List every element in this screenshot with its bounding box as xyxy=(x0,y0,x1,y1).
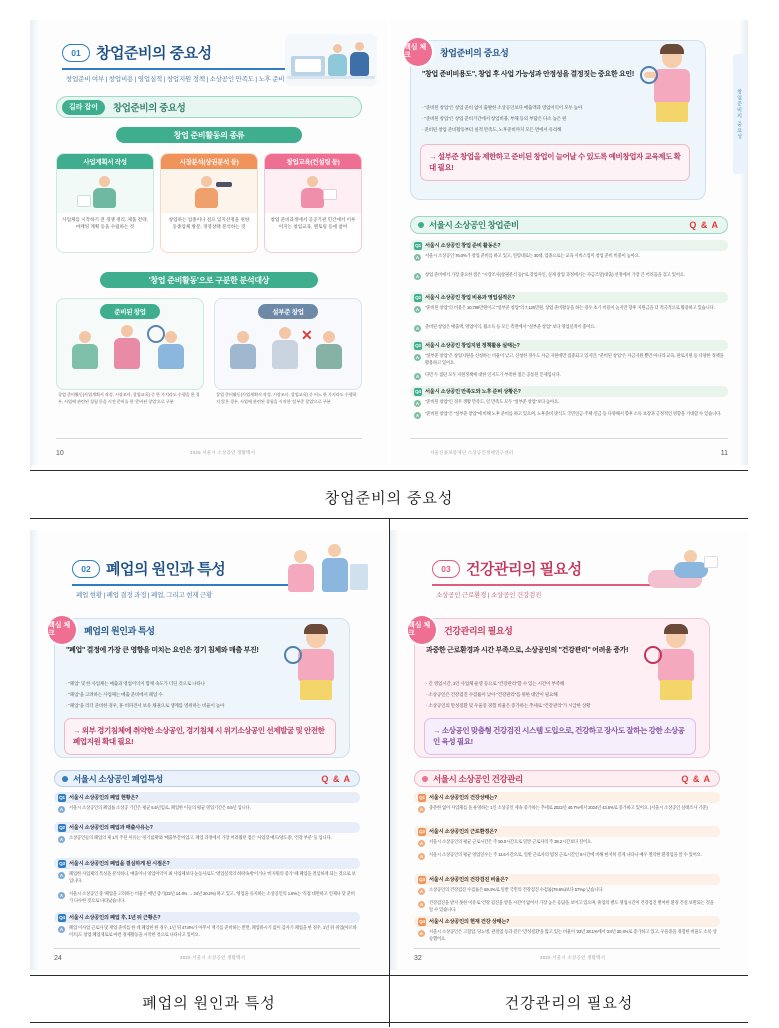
panel-title: 설부준 창업 xyxy=(258,304,318,319)
qa-question-row xyxy=(414,826,720,837)
panel-illustration: ✕ xyxy=(215,319,361,379)
question-text: 서울시 소상공인의 폐업 현황은? xyxy=(69,795,139,801)
guide-pill: 길라 잡이 xyxy=(62,100,105,115)
qa-question-row xyxy=(54,792,360,803)
page-number: 32 xyxy=(414,955,422,962)
card-startup-education xyxy=(264,153,362,253)
panel-note-prepared: 창업 준비활동(사업계획서 작성, 시장조사, 창업교육) 중 한 가지라도 수행을 한 경우, 사업에 관련된 경험 등을 시전 준비를 한 '준비된 창업'으로 구분 xyxy=(58,392,200,404)
footer-rule xyxy=(414,948,720,949)
guide-band xyxy=(56,96,362,118)
answer-text: 서울시 소상공인의 평균 영업일수는 주 11.6시간으로, 일반 근로자의 법정 근로시간인 8시간에 비해 현저히 길게 나타나 매우 열악한 환경임을 알 수 있어요. xyxy=(429,852,702,857)
section-subtitle: 창업준비 여부 | 창업비용 | 영업실적 | 창업지원 정책 | 소상공인 만족도 | 노후 준비 xyxy=(66,76,285,83)
qa-header xyxy=(54,770,360,787)
question-text: 서울시 소상공인 창업 준비 활동은? xyxy=(425,243,501,249)
card-illustration xyxy=(265,169,361,213)
footer-rule xyxy=(56,438,362,439)
answer-badge: A xyxy=(415,401,420,406)
qa-header xyxy=(414,770,720,787)
caption-figure-2: 폐업의 원인과 특성 xyxy=(142,996,276,1012)
question-badge: Q1 xyxy=(59,795,65,800)
key-callout: → 설부준 창업을 제한하고 준비된 창업이 늘어날 수 있도록 예비창업자 교육제도 확대 필요! xyxy=(420,144,690,181)
qa-question-row xyxy=(54,858,360,869)
divider-vertical-caption xyxy=(389,975,390,1027)
question-text: 서울시 소상공인의 건강검진 비율은? xyxy=(429,877,508,883)
question-badge: Q2 xyxy=(419,829,425,834)
answer-text: 소상공인들의 폐업의 제 1의 주된 이유는 '경기침체'와 '매출부진'이었고, 폐업 과정에서 가장 어려웠던 점은 '사업장 매도/양도중', '건강 부분' 등 입니다. xyxy=(69,835,332,840)
section-header-02 xyxy=(72,558,225,579)
qa-badge: Q & A xyxy=(689,220,719,230)
answer-badge: A xyxy=(419,889,424,894)
card-body: 사업체를 시작하기 전 경쟁 정리, 제품 전략, 마케팅 계획 등을 수립하는 것 xyxy=(62,217,148,229)
section-number: 03 xyxy=(432,560,460,578)
answer-text: 서울시 소상공인은 고혈압, 당뇨병, 관절염 등과 같은 '만성질환'을 앓고 있는 비율이 '23년 28.1%에서 '24년 30.4%로 증가하고 있고, 우울증을 경험한 비율도 소폭 상승했어요. xyxy=(429,929,717,941)
question-badge: Q3 xyxy=(415,343,421,348)
answer-badge: A xyxy=(419,841,424,846)
key-badge xyxy=(404,38,432,66)
question-text: 서울시 소상공인의 폐업을 결심하게 된 시점은? xyxy=(69,861,170,867)
key-lead: 과중한 근로환경과 시간 부족으로, 소상공인의 "건강관리" 어려움 증가! xyxy=(426,647,629,654)
answer-text: 다만 두 집단 모두 지원정책에 대한 인지도가 부족한 점은 공통된 문제입니다. xyxy=(425,372,561,377)
answer-text: 충분한 없이 사업체를 돌 운영하는 1인 소상공인 제속 증가하는 추세로 2022년 40.7%에서 2024년 43.6%로 증가하고 있어요. (서울시 소상공인 실태조사 기준) xyxy=(429,805,708,810)
section-number: 02 xyxy=(72,560,100,578)
key-badge-text: 핵심 체크 xyxy=(408,622,431,637)
answer-badge: A xyxy=(415,274,420,279)
section-rule xyxy=(432,584,662,586)
question-text: 서울시 소상공인의 폐업 후, 1년 뒤 근황은? xyxy=(69,915,161,921)
qa-question-row xyxy=(410,386,728,397)
key-bullet-2: · 소상공인은 건강검진 수검률이 낮아 "건강관리"를 위한 대안이 필요해 xyxy=(426,692,558,697)
subband-activity-types: 창업 준비활동의 종류 xyxy=(116,127,302,143)
answer-badge: A xyxy=(415,255,420,260)
answer-text: "준비된 창업"의 비용은 10,789만원이고 "설부준 창업"의 7,120만원. 창업 준비활동을 하는 경우 초기 비용이 높지만 향후 지원금을 더 적극적으로 활용하고 있습니다. xyxy=(425,305,715,310)
illustration-office-scene xyxy=(285,34,377,86)
answer-text: 서울시 소상공인의 평균 근로시간은 주 50.0시간으로 일반 근로자의 주 38.2시간보다 길어요. xyxy=(429,839,593,844)
key-bullet-3: · "폐업"을 리더 준비한 경우, 휴·비파견서 보유 채권으로 생계를 영위하는 비율이 높아 xyxy=(66,703,225,708)
card-title: 시장분석(상권분석 등) xyxy=(161,154,257,169)
answer-badge: A xyxy=(419,931,424,936)
question-badge: Q4 xyxy=(419,919,425,924)
question-text: 서울시 소상공인의 현재 건강 상태는? xyxy=(429,919,510,925)
page-10 xyxy=(30,20,388,465)
card-business-plan xyxy=(56,153,154,253)
page-number: 10 xyxy=(56,450,64,457)
panel-illustration xyxy=(57,319,203,379)
answer-badge: A xyxy=(59,927,64,932)
page-number: 11 xyxy=(720,450,728,457)
answer-text: "준비된 창업"은 "설부준 창업"에 비해 노후 준비를 하고 있으며, 노후준비 방식도 국민연금·주택·연금 등 다양해서 향후 소득 보장과 긍정적인 영향을 기대할 수 있습니다. xyxy=(425,411,722,416)
qa-question-row xyxy=(414,792,720,803)
qa-header xyxy=(410,216,728,234)
caption-figure-3: 건강관리의 필요성 xyxy=(504,996,634,1012)
answer-text: "설부준 창업"은 창업지원을 신청하는 비율이 낮고, 신청한 경우도 자금 지원에만 집중되고 있지만, "준비된 창업"은 자금지원 뿐만 아니라 교육, 판로지원 등 다양한 정책을 활용하고 있어요. xyxy=(425,353,724,365)
question-badge: Q4 xyxy=(415,389,421,394)
question-text: 서울시 소상공인 만족도와 노후 준비 상황은? xyxy=(425,389,521,395)
key-bullet-1: · "폐업" 및 한 사업체는 매출과 영업이익이 함께 속도가 더딘 것으로 나타나 xyxy=(66,681,205,686)
answer-badge: A xyxy=(419,902,424,907)
key-bullet-3: · 소상공인의 만성질환 및 우울증 경험 비율은 증가하는 추세로 "건강관리"가 시급한 상황 xyxy=(426,703,591,708)
answer-badge: A xyxy=(59,837,64,842)
answer-text: 서울시 소상공인 중 '폐업을 고려하는 비율은 매년 증가(22년 14.4% → 24년 20.2%) 하고 있고, '영업을 유지하는 소상공인의 1.6%는 '직접 대면하고 언제나 닫 준비가 다수한 것으로 나타났습니다. xyxy=(69,891,355,903)
page-edge-left xyxy=(30,20,40,465)
question-badge: Q2 xyxy=(59,825,65,830)
question-badge: Q4 xyxy=(59,915,65,920)
qa-question-row xyxy=(414,874,720,885)
figure-spread-1 xyxy=(30,20,748,465)
answer-badge: A xyxy=(415,326,420,331)
page-edge-left xyxy=(390,530,400,970)
bullet-dot-icon xyxy=(62,776,68,782)
qa-title: 서울시 소상공인 건강관리 xyxy=(433,773,523,784)
card-body: 창업하는 업종이나 점포 입지선정을 위한 동종업체 방문, 경영상태 분석하는 것 xyxy=(168,217,250,229)
key-title: 창업준비의 중요성 xyxy=(440,48,509,58)
card-title: 창업교육(컨설팅 등) xyxy=(265,154,361,169)
question-text: 서울시 소상공인의 건강상태는? xyxy=(429,795,497,801)
key-badge xyxy=(408,616,436,644)
key-callout: → 소상공인 맞춤형 건강검진 시스템 도입으로, 건강하고 장사도 잘하는 강한 소상공인 육성 필요! xyxy=(424,718,696,755)
section-number: 01 xyxy=(62,44,90,62)
question-badge: Q1 xyxy=(415,243,421,248)
answer-badge: A xyxy=(415,355,420,360)
qa-title: 서울시 소상공인 창업준비 xyxy=(429,220,519,230)
key-badge-text: 핵심 체크 xyxy=(404,44,427,59)
qa-question-row xyxy=(54,822,360,833)
key-lead: "폐업" 결정에 가장 큰 영향을 미치는 요인은 경기 침체와 매출 부진! xyxy=(66,647,259,654)
illustration-health-scene xyxy=(638,538,732,598)
caption-figure-1: 창업준비의 중요성 xyxy=(324,491,454,507)
bullet-dot-icon xyxy=(422,776,428,782)
footer-rule xyxy=(54,948,360,949)
figure-spread-2-left xyxy=(30,530,388,970)
answer-text: 서울시 소상공인의 폐업률 소상공 기간은 평균 5.5년임로, 폐업한 이들의 평균 영업기간은 9.5년 입니다. xyxy=(69,805,251,810)
answer-text: 소상공인의 건강검진 수검률은 69.4%로 일반 국민의 건강검진 수검률(79.6%)보다 57%p 낮습니다. xyxy=(429,887,604,892)
qa-question-row xyxy=(410,240,728,251)
qa-badge: Q & A xyxy=(321,773,351,784)
page-number: 24 xyxy=(54,955,62,962)
section-subtitle: 소상공인 근로환경 | 소상공인 건강검진 xyxy=(436,592,542,599)
page-24 xyxy=(30,530,388,970)
qa-title: 서울시 소상공인 폐업특성 xyxy=(73,773,163,784)
key-badge xyxy=(48,616,76,644)
page-32 xyxy=(390,530,748,970)
question-text: 서울시 소상공인 창업 비용과 영업실적은? xyxy=(425,295,515,301)
section-rule xyxy=(62,68,292,70)
illustration-closure-scene xyxy=(278,538,372,598)
section-header-01 xyxy=(62,42,212,63)
key-bullet-1: · "준비된 창업"은 창업 준비 없이 출발한 소상공인보다 매출액과 영업이익이 모두 높아 xyxy=(422,105,583,110)
qa-question-row xyxy=(410,340,728,351)
answer-text: 폐업한 사업체의 특성을 분석하니, 매출이나 영업이익이 최 사업체보다 눈동사로도 '영업실적의 하락속세'이거나 '비지워의 증가' 때 폐업을 결심하게 되는 것으로 보입니다. xyxy=(69,871,356,883)
bullet-dot-icon xyxy=(418,222,424,228)
key-lead: "창업 준비비용도", 창업 후 사업 가능성과 안정성을 결정짓는 중요한 요인! xyxy=(422,71,634,78)
card-body: 창업 준비과정에서 공공기관 민간에서 이루어지는 창업교육, 멘토링 등에 참여 xyxy=(270,217,356,229)
key-bullet-2: · "폐업"을 고려하는 사업체는 매출 준비에서 폐업 수 xyxy=(66,692,163,697)
card-illustration xyxy=(161,169,257,213)
section-title: 건강관리의 필요성 xyxy=(466,561,582,578)
question-text: 서울시 소상공인 창업지원 정책활용 실태는? xyxy=(425,343,520,349)
subband-analysis-target: '창업 준비활동'으로 구분한 분석대상 xyxy=(100,272,318,288)
question-text: 서울시 소상공인의 근로환경은? xyxy=(429,829,497,835)
qa-question-row xyxy=(410,292,728,303)
page-11 xyxy=(390,20,748,465)
question-text: 서울시 소상공인의 폐업과 매출사유는? xyxy=(69,825,153,831)
key-title: 폐업의 원인과 특성 xyxy=(84,626,155,636)
illustration-character-pink xyxy=(284,622,350,714)
question-badge: Q2 xyxy=(415,295,421,300)
page-footer: 2025 서울시 소상공인 생활백서 xyxy=(180,955,246,960)
side-tab-label: 창업준비의 중요성 xyxy=(733,54,746,174)
illustration-character-pink xyxy=(640,42,706,138)
page-footer: 서울신용보증재단 소상공인정책연구센터 xyxy=(430,450,514,455)
question-badge: Q3 xyxy=(59,861,65,866)
answer-text: 서울시 소상공인 76.0%가 창업 준비를 하고 있고, 연령대로는 30대, 업종으로는 교육 서비스업이 창업 준비 비중이 높아요. xyxy=(425,253,640,258)
page-edge-left xyxy=(30,530,40,970)
divider-vertical xyxy=(389,518,390,975)
panel-unprepared-startup xyxy=(214,298,362,390)
answer-badge: A xyxy=(59,873,64,878)
illustration-character-pink xyxy=(644,622,710,714)
key-bullet-3: · 준비된 창업 준비활동부터 실적 만족도, 노후준비까지 모든 면에서 유리해 xyxy=(422,127,562,132)
answer-badge: A xyxy=(415,307,420,312)
panel-note-unprepared: 창업 준비활동(사업계획서 작성, 시장조사, 창업교육) 중 어느 한 가지라도 수행하지 않은 경우, 사업에 관련된 경험을 시작한 '설부준 창업'으로 구분 xyxy=(216,392,357,404)
answer-badge: A xyxy=(415,413,420,418)
figure-spread-2-right xyxy=(390,530,748,970)
key-title: 건강관리의 필요성 xyxy=(444,626,513,636)
section-title: 창업준비의 중요성 xyxy=(96,45,212,62)
section-title: 폐업의 원인과 특성 xyxy=(106,561,226,578)
qa-question-row xyxy=(54,912,360,923)
answer-badge: A xyxy=(415,374,420,379)
key-bullet-2: · "준비된 창업"은 창업 준비기간에서 창업비용, 부채 등의 부담은 다소 높은 편 xyxy=(422,116,567,121)
key-callout: → 외부 경기침체에 취약한 소상공인, 경기침체 시 위기소상공인 선제발굴 및 안전한 폐업지원 확대 필요! xyxy=(64,718,336,755)
answer-text: "준비된 창업"인 경우 생활 만족도, 일 만족도 모두 "설부준 창업"보다 높아요. xyxy=(425,399,560,404)
answer-text: 건강검진을 받지 못한 이유로 '건강 검진을 받을 시간이 없어서 가장 높은 응답을 보이고 있으며, 휴업의 별도 영업시간이 건강검진 별여한 환경 건설 보완되는 것을 알 수 있습니다. xyxy=(429,900,714,912)
answer-text: 창업 준비에서 가장 중요한 점은 "시장조사(상권분석 등)"로 장업자인, 실제 창업 과정에서는 자금조달(대출) 선정에서 가장 큰 어려움을 겪고 있어요. xyxy=(425,272,685,277)
answer-text: 폐업 이사업 근로자 및 재업 준비를 한 데 폐업한 한 경우, 1년 뒤 47.8%가 아무서 재기를 준비하는 반면, 폐업하시기 없이 갑자기 폐업을 한 경우, 1년 뒤 취업(아르바이트)도 창업 폐업제로로 마련 경제활동을 시작한 것으로 나타나고 있어요. xyxy=(69,925,357,937)
qa-badge: Q & A xyxy=(681,773,711,784)
footer-rule xyxy=(410,438,728,439)
key-bullet-1: · 긴 영업시간, 1인 사업체 운영 등으로 "건강관리"할 수 있는 시간이 부족해 xyxy=(426,681,565,686)
card-market-analysis xyxy=(160,153,258,253)
question-badge: Q1 xyxy=(419,795,425,800)
page-footer: 2025 서울시 소상공인 생활백서 xyxy=(190,450,256,455)
key-badge-text: 핵심 체크 xyxy=(48,622,71,637)
answer-text: 준비된 창업은 매출액, 영업이익, 월소득 등 모든 측면에서 "설부준 창업" 보다 영업실적이 좋아요. xyxy=(425,324,596,329)
card-title: 사업계획서 작성 xyxy=(57,154,153,169)
section-header-03 xyxy=(432,558,582,579)
answer-badge: A xyxy=(59,893,64,898)
divider-1 xyxy=(30,470,748,471)
panel-prepared-startup xyxy=(56,298,204,390)
answer-badge: A xyxy=(419,854,424,859)
page-footer: 2025 서울시 소상공인 생활백서 xyxy=(540,955,606,960)
guide-band-title: 창업준비의 중요성 xyxy=(113,103,186,114)
section-rule xyxy=(72,584,302,586)
qa-question-row xyxy=(414,916,720,927)
section-subtitle: 폐업 현황 | 폐업 결정 과정 | 폐업, 그리고 현재 근황 xyxy=(76,592,213,599)
divider-4 xyxy=(30,1022,748,1023)
answer-badge: A xyxy=(419,807,424,812)
question-badge: Q3 xyxy=(419,877,425,882)
panel-title: 준비된 창업 xyxy=(100,304,160,319)
answer-badge: A xyxy=(59,807,64,812)
card-illustration xyxy=(57,169,153,213)
